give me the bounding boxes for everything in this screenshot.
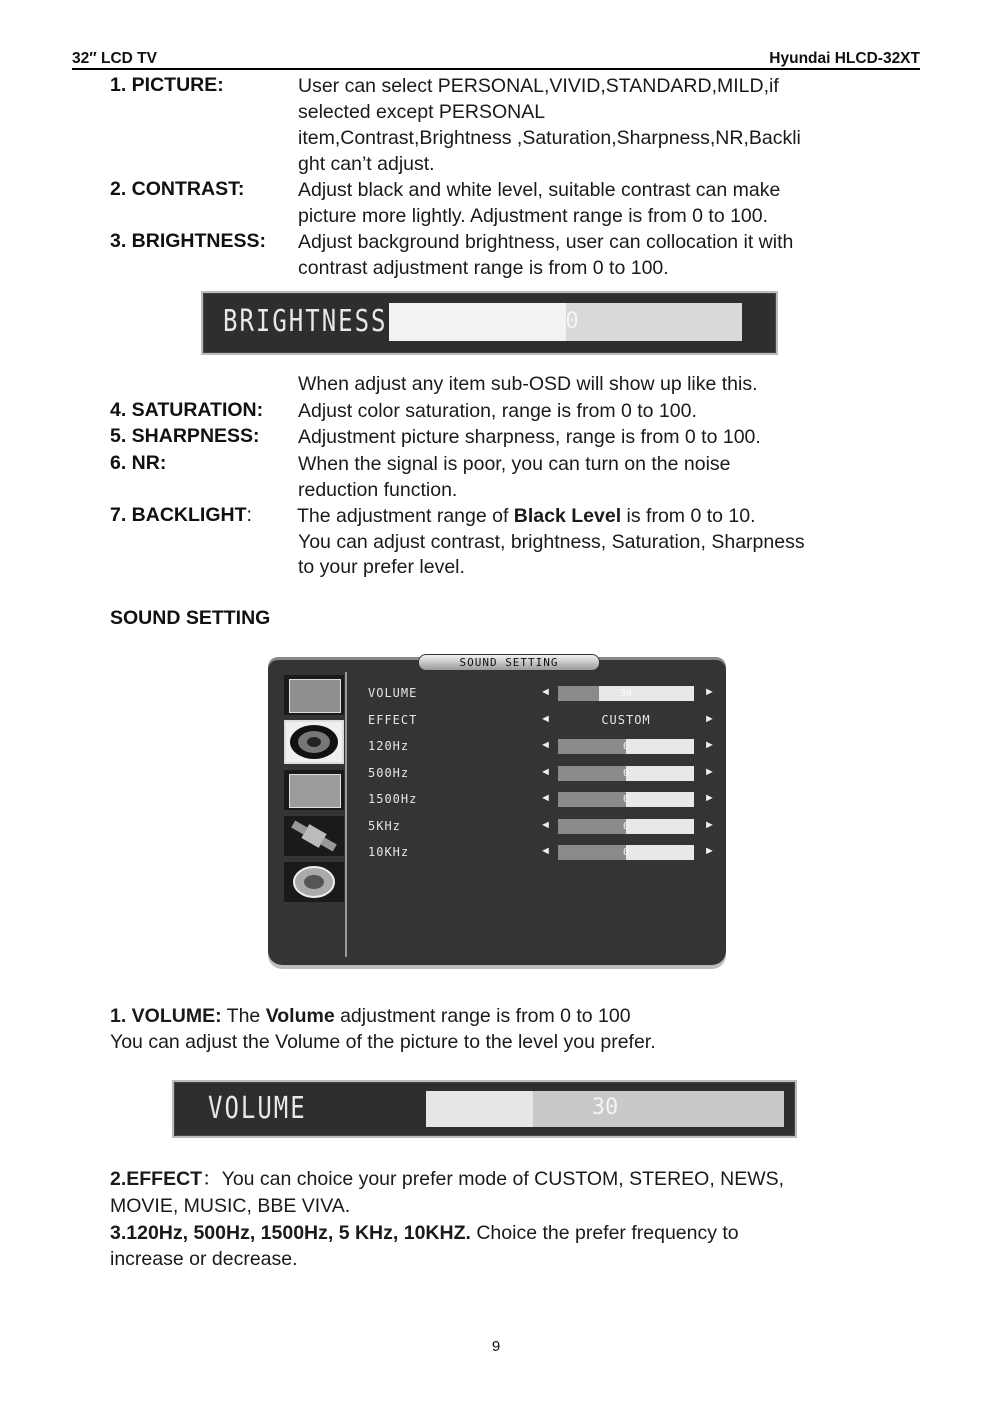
- page-header: [72, 50, 920, 70]
- header-right: Hyundai HLCD-32XT: [769, 50, 920, 67]
- brightness-osd-bar: [201, 291, 778, 355]
- backlight-text: is from 0 to 10.: [621, 505, 756, 527]
- arrow-left-icon[interactable]: ◄: [540, 686, 551, 698]
- volume-osd-value: 30: [591, 1095, 619, 1120]
- arrow-left-icon[interactable]: ◄: [540, 739, 551, 751]
- menu-row-label: 500Hz: [368, 766, 410, 780]
- eq-120hz-slider[interactable]: [558, 739, 694, 754]
- effect-paragraph-line: MOVIE, MUSIC, BBE VIVA.: [110, 1195, 351, 1217]
- item-nr-label: 6. NR:: [110, 452, 167, 474]
- speaker-icon-graphic: [286, 722, 342, 762]
- eq-1500hz-slider[interactable]: [558, 792, 694, 807]
- arrow-left-icon[interactable]: ◄: [540, 713, 551, 725]
- item-saturation-label: 4. SATURATION:: [110, 399, 264, 421]
- menu-row-10khz[interactable]: [368, 843, 718, 863]
- menu-row-label: VOLUME: [368, 686, 418, 700]
- item-backlight-line: You can adjust contrast, brightness, Saturation, Sharpness: [298, 531, 805, 553]
- eq-5khz-slider[interactable]: [558, 819, 694, 834]
- menu-row-500hz[interactable]: [368, 764, 718, 784]
- frequency-bold: 3.120Hz, 500Hz, 1500Hz, 5 KHz, 10KHZ.: [110, 1222, 471, 1244]
- header-left: 32″ LCD TV: [72, 50, 157, 67]
- volume-text: adjustment range is from 0 to 100: [334, 1005, 631, 1027]
- arrow-left-icon[interactable]: ◄: [540, 792, 551, 804]
- volume-paragraph-line: You can adjust the Volume of the picture to the level you prefer.: [110, 1031, 656, 1053]
- effect-colon: ：: [202, 1168, 222, 1190]
- arrow-right-icon[interactable]: ►: [704, 819, 715, 831]
- item-contrast-label: 2. CONTRAST:: [110, 178, 245, 200]
- item-backlight-line: to your prefer level.: [298, 556, 465, 578]
- arrow-left-icon[interactable]: ◄: [540, 766, 551, 778]
- arrow-right-icon[interactable]: ►: [704, 739, 715, 751]
- eq-10khz-slider[interactable]: [558, 845, 694, 860]
- sound-menu-title: SOUND SETTING: [418, 654, 600, 671]
- volume-paragraph: [110, 1003, 631, 1029]
- arrow-right-icon[interactable]: ►: [704, 766, 715, 778]
- eq-slider-value: 0: [622, 741, 630, 752]
- volume-slider[interactable]: [558, 686, 694, 701]
- picture-icon-graphic: [289, 679, 341, 713]
- effect-value: CUSTOM: [601, 713, 651, 727]
- item-brightness-label: 3. BRIGHTNESS:: [110, 230, 267, 252]
- effect-paragraph: [110, 1166, 784, 1192]
- item-saturation-line: Adjust color saturation, range is from 0 to 100.: [298, 400, 697, 422]
- page-number: 9: [491, 1338, 501, 1355]
- menu-row-label: EFFECT: [368, 713, 418, 727]
- satellite-icon[interactable]: [284, 816, 344, 856]
- menu-row-label: 1500Hz: [368, 792, 418, 806]
- sound-setting-heading: SOUND SETTING: [110, 607, 271, 629]
- item-nr-line: reduction function.: [298, 479, 458, 501]
- arrow-left-icon[interactable]: ◄: [540, 819, 551, 831]
- arrow-right-icon[interactable]: ►: [704, 713, 715, 725]
- frequency-paragraph-line: increase or decrease.: [110, 1248, 298, 1270]
- item-contrast-line: Adjust black and white level, suitable contrast can make: [298, 179, 781, 201]
- eq-500hz-slider[interactable]: [558, 766, 694, 781]
- sub-osd-note: When adjust any item sub-OSD will show up like this.: [298, 373, 758, 395]
- item-picture-line: User can select PERSONAL,VIVID,STANDARD,MILD,if: [298, 75, 779, 97]
- setup-icon-graphic: [284, 862, 344, 902]
- item-picture-line: selected except PERSONAL: [298, 101, 546, 123]
- menu-row-5khz[interactable]: [368, 817, 718, 837]
- item-picture-line: item,Contrast,Brightness ,Saturation,Sharpness,NR,Backli: [298, 127, 801, 149]
- effect-label: 2.EFFECT: [110, 1168, 203, 1190]
- item-sharpness-label: 5. SHARPNESS:: [110, 425, 260, 447]
- menu-row-1500hz[interactable]: [368, 790, 718, 810]
- volume-osd-label: VOLUME: [208, 1090, 307, 1126]
- volume-slider-value: 30: [619, 688, 633, 699]
- item-picture-line: ght can’t adjust.: [298, 153, 435, 175]
- volume-text: The: [221, 1005, 266, 1027]
- backlight-label-text: 7. BACKLIGHT: [110, 504, 247, 526]
- eq-slider-value: 0: [622, 847, 630, 858]
- item-brightness-line: Adjust background brightness, user can collocation it with: [298, 231, 794, 253]
- brightness-osd-value: 50: [552, 309, 579, 334]
- item-contrast-line: picture more lightly. Adjustment range is from 0 to 100.: [298, 205, 769, 227]
- speaker-icon[interactable]: [284, 720, 344, 764]
- item-sharpness-line: Adjustment picture sharpness, range is from 0 to 100.: [298, 426, 761, 448]
- effect-text: You can choice your prefer mode of CUSTOM, STEREO, NEWS,: [221, 1168, 785, 1190]
- menu-row-label: 10KHz: [368, 845, 410, 859]
- picture-icon[interactable]: [284, 675, 344, 715]
- arrow-left-icon[interactable]: ◄: [540, 845, 551, 857]
- eq-slider-value: 0: [622, 768, 630, 779]
- frequency-text: Choice the prefer frequency to: [470, 1222, 739, 1244]
- menu-row-label: 5KHz: [368, 819, 401, 833]
- setup-icon[interactable]: [284, 862, 344, 902]
- tv-icon[interactable]: [284, 770, 344, 810]
- volume-bold: Volume: [265, 1005, 335, 1027]
- arrow-right-icon[interactable]: ►: [704, 686, 715, 698]
- arrow-right-icon[interactable]: ►: [704, 792, 715, 804]
- volume-osd-bar: [172, 1080, 797, 1138]
- item-nr-line: When the signal is poor, you can turn on the noise: [298, 453, 731, 475]
- backlight-bold: Black Level: [513, 505, 622, 527]
- backlight-text: The adjustment range of: [297, 505, 514, 527]
- tv-icon-graphic: [289, 774, 341, 808]
- brightness-osd-slider: [389, 303, 742, 341]
- menu-row-label: 120Hz: [368, 739, 410, 753]
- menu-row-120hz[interactable]: [368, 737, 718, 757]
- menu-row-volume[interactable]: [368, 684, 718, 704]
- backlight-colon: :: [246, 504, 252, 526]
- item-picture-label: 1. PICTURE:: [110, 74, 224, 96]
- frequency-paragraph: [110, 1220, 739, 1246]
- item-backlight-label: [110, 504, 252, 527]
- satellite-icon-graphic: [284, 816, 344, 856]
- brightness-osd-label: BRIGHTNESS: [223, 303, 388, 339]
- arrow-right-icon[interactable]: ►: [704, 845, 715, 857]
- volume-osd-slider: [426, 1091, 784, 1127]
- item-backlight-line: [297, 503, 756, 529]
- item-brightness-line: contrast adjustment range is from 0 to 100.: [298, 257, 669, 279]
- volume-label: 1. VOLUME:: [110, 1005, 222, 1027]
- eq-slider-value: 0: [622, 821, 630, 832]
- menu-row-effect[interactable]: [368, 711, 718, 731]
- eq-slider-value: 0: [622, 794, 630, 805]
